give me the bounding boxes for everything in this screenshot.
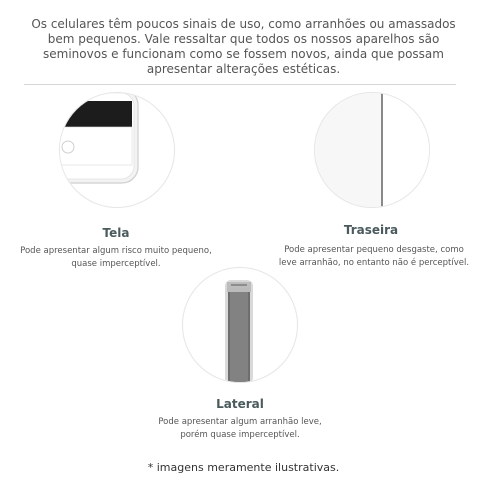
intro-text <box>20 17 467 77</box>
intro-line: seminovos e funcionam como se fossem novos, ainda que possam <box>43 47 444 61</box>
intro-line: Os celulares têm poucos sinais de uso, como arranhões ou amassados <box>31 17 456 31</box>
intro-line: apresentar alterações estéticas. <box>146 62 341 76</box>
description-line: leve arranhão, no entanto não é perceptível. <box>278 258 470 268</box>
description-line: Pode apresentar algum risco muito pequeno, <box>20 246 212 256</box>
side-title: Lateral <box>216 397 264 411</box>
description-line: porém quase imperceptível. <box>180 430 300 440</box>
back-illustration <box>314 92 430 208</box>
phone-back-icon <box>315 93 429 207</box>
side-illustration <box>182 267 298 383</box>
back-title: Traseira <box>343 223 399 237</box>
section-divider <box>24 84 456 85</box>
back-description <box>276 244 472 270</box>
illustration-footnote: * imagens meramente ilustrativas. <box>147 461 340 474</box>
screen-description <box>16 245 216 271</box>
intro-line: bem pequenos. Vale ressaltar que todos os nossos aparelhos são <box>47 32 440 46</box>
phone-screen-icon <box>60 93 174 207</box>
screen-title: Tela <box>102 226 130 240</box>
description-line: Pode apresentar pequeno desgaste, como <box>284 245 464 255</box>
side-description <box>150 416 330 442</box>
description-line: Pode apresentar algum arranhão leve, <box>158 417 322 427</box>
phone-side-icon <box>183 268 297 382</box>
description-line: quase imperceptível. <box>71 259 161 269</box>
screen-illustration <box>59 92 175 208</box>
